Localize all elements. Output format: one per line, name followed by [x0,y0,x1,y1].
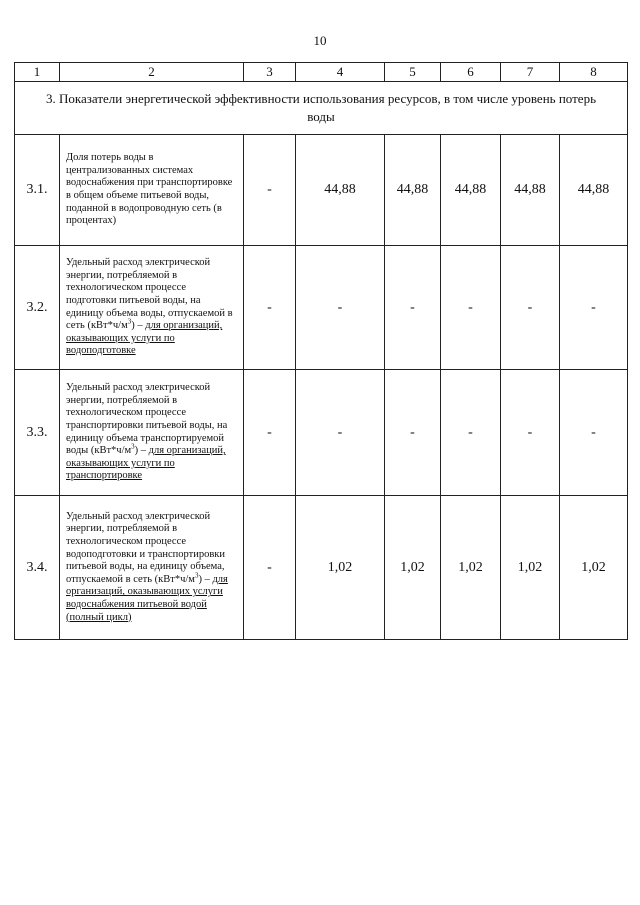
value-cell: - [560,370,628,496]
header-cell: 3 [244,63,296,82]
description-underlined: для организаций, оказывающих услуги по водоподготовке [66,320,223,357]
header-cell: 8 [560,63,628,82]
value-cell: 1,02 [296,496,385,640]
row-number: 3.1. [15,135,60,246]
header-row [15,63,628,82]
value-cell: - [296,246,385,370]
value-cell: 44,88 [560,135,628,246]
description-underlined: для организаций, оказывающих услуги по транспортировке [66,445,226,482]
value-cell: 44,88 [501,135,560,246]
table-row [15,246,628,370]
value-cell: - [244,246,296,370]
value-cell: - [244,370,296,496]
value-cell: 44,88 [296,135,385,246]
value-cell: 44,88 [385,135,441,246]
header-cell: 6 [441,63,501,82]
table-row [15,370,628,496]
indicators-table [14,62,628,640]
value-cell: - [501,370,560,496]
value-cell: - [385,246,441,370]
description-dash: ) – [134,445,149,457]
value-cell: - [501,246,560,370]
description-text: Доля потерь воды в централизованных системах водоснабжения при транспортировке в общем объеме питьевой воды, поданной в водопроводную сеть (в процентах) [66,152,233,227]
value-cell: 44,88 [441,135,501,246]
value-cell: 1,02 [441,496,501,640]
unit-superscript: 3 [194,571,199,580]
value-cell: - [244,496,296,640]
row-description [60,370,244,496]
row-description [60,496,244,640]
row-description [60,135,244,246]
value-cell: 1,02 [385,496,441,640]
table-row [15,496,628,640]
unit-superscript: 3 [127,317,132,326]
value-cell: - [441,370,501,496]
value-cell: - [560,246,628,370]
description-underlined: для организаций, оказывающих услуги водоснабжения питьевой водой (полный цикл) [66,573,228,623]
row-number: 3.4. [15,496,60,640]
description-dash: ) – [131,320,146,332]
description-dash: ) – [198,573,213,585]
table-row [15,135,628,246]
value-cell: - [244,135,296,246]
value-cell: - [385,370,441,496]
row-number: 3.3. [15,370,60,496]
value-cell: 1,02 [560,496,628,640]
section-title: 3. Показатели энергетической эффективности использования ресурсов, в том числе уровень потерь воды [15,82,628,135]
row-number: 3.2. [15,246,60,370]
header-cell: 2 [60,63,244,82]
page-number: 10 [313,33,327,48]
value-cell: - [296,370,385,496]
header-cell: 7 [501,63,560,82]
description-text: Удельный расход электрической энергии, потребляемой в технологическом процессе транспортировки питьевой воды, на единицу объема транспортируемой воды (кВт*ч/м [66,382,228,457]
header-cell: 4 [296,63,385,82]
header-cell: 5 [385,63,441,82]
header-cell: 1 [15,63,60,82]
section-row [15,82,628,135]
description-text: Удельный расход электрической энергии, потребляемой в технологическом процессе подготовки питьевой воды, на единицу объема воды, отпускаемой в сеть (кВт*ч/м [66,257,233,332]
value-cell: - [441,246,501,370]
description-text: Удельный расход электрической энергии, потребляемой в технологическом процессе водоподготовки и транспортировки питьевой воды, на единицу объема, отпускаемой в сеть (кВт*ч/м [66,510,226,585]
unit-superscript: 3 [131,442,135,451]
value-cell: 1,02 [501,496,560,640]
row-description [60,246,244,370]
